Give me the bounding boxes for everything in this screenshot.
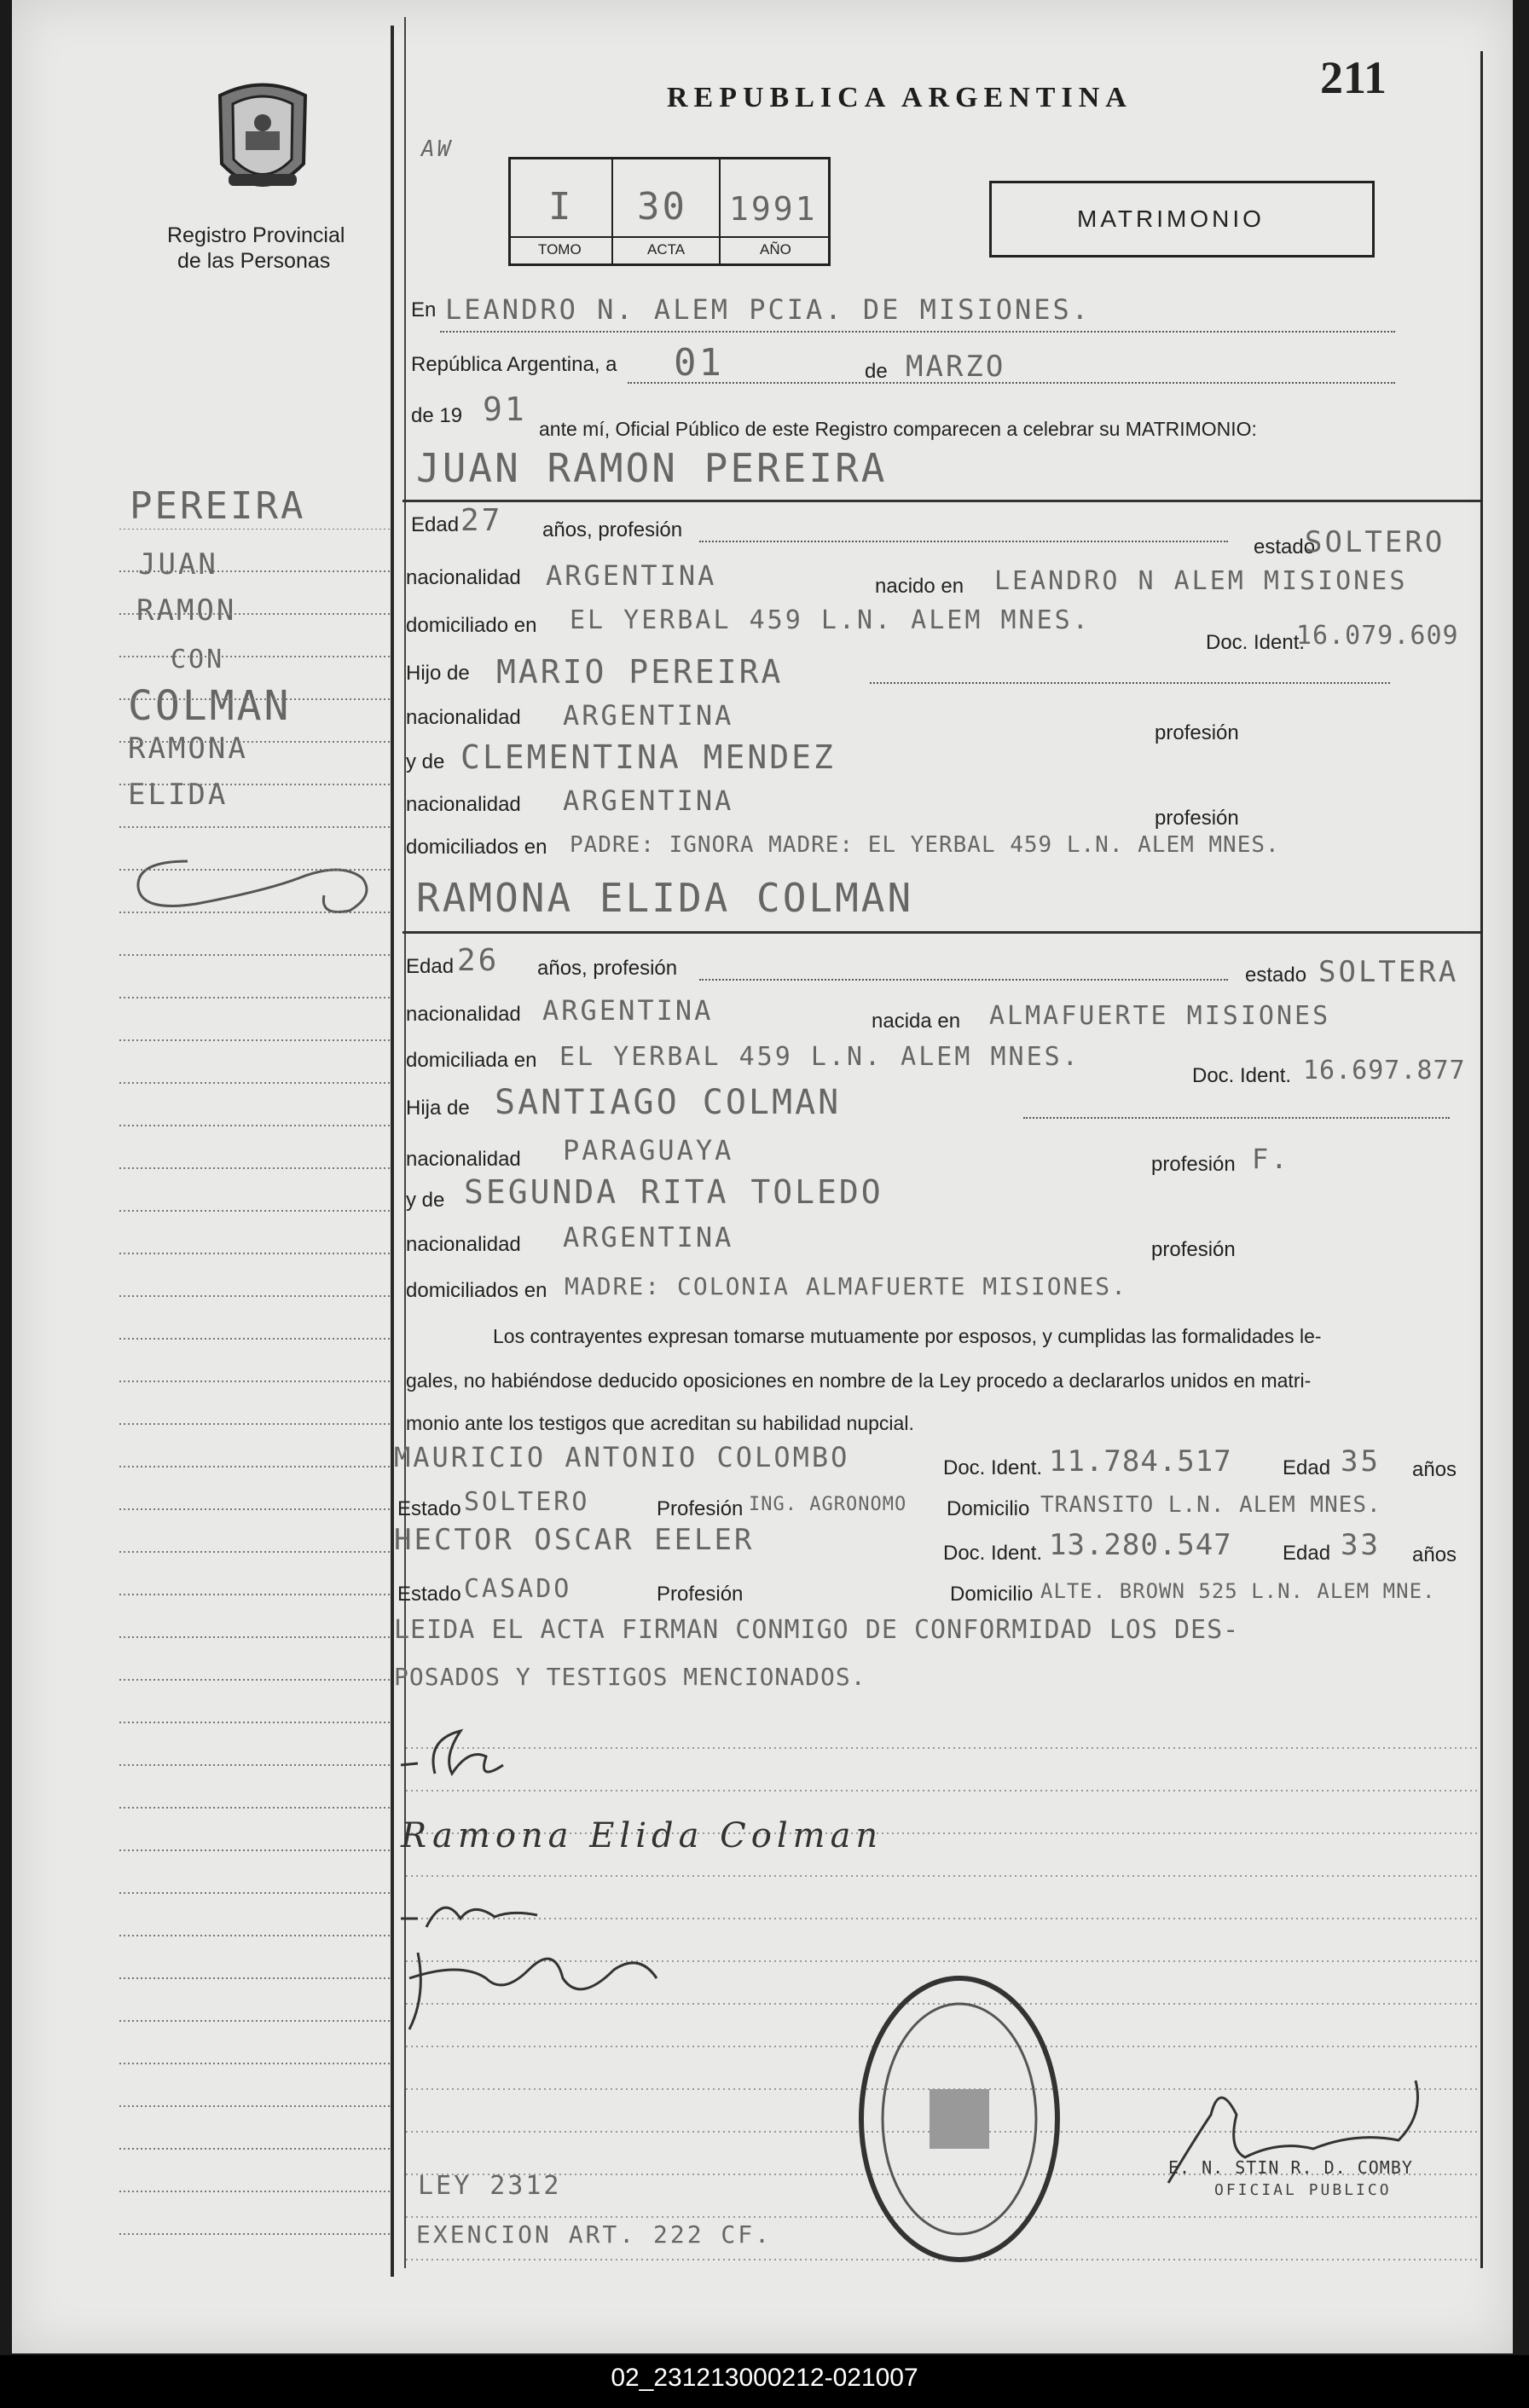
intro-text: ante mí, Oficial Público de este Registro comparecen a celebrar su MATRIMONIO: (539, 418, 1257, 440)
corner-mark: AW (421, 136, 454, 162)
declaration-line1: Los contrayentes expresan tomarse mutuamente por esposos, y cumplidas las formalidades le- (493, 1325, 1322, 1347)
witness2-estado: CASADO (464, 1574, 572, 1604)
witness1-name: MAURICIO ANTONIO COLOMBO (394, 1441, 850, 1473)
bride-nac-label: nacionalidad (406, 1003, 521, 1026)
groom-doc: 16.079.609 (1296, 621, 1459, 651)
witness1-estado-label: Estado (397, 1497, 461, 1520)
witness2-edad-label: Edad (1283, 1542, 1331, 1565)
anio-value: 1991 (729, 190, 818, 228)
groom-padre-nac-label: nacionalidad (406, 706, 521, 729)
bride-padre-prof-label: profesión (1151, 1153, 1236, 1176)
acta-value: 30 (637, 185, 687, 229)
witness2-doc-label: Doc. Ident. (943, 1542, 1043, 1565)
bride-padre-prof: F. (1252, 1143, 1290, 1175)
groom-dom-label: domiciliado en (406, 614, 537, 637)
groom-madre-prof-label: profesión (1155, 807, 1239, 830)
groom-divider (403, 500, 1480, 502)
witness1-dom-label: Domicilio (947, 1497, 1030, 1520)
registry-seal-icon (203, 78, 322, 206)
margin-name-6: RAMONA (128, 732, 248, 766)
groom-nacido-label: nacido en (875, 575, 964, 598)
anio-label: AÑO (760, 241, 791, 258)
country-heading: REPUBLICA ARGENTINA (667, 82, 1132, 113)
tomo-value: I (548, 185, 574, 229)
groom-prof-line (699, 541, 1228, 542)
ley-note: LEY 2312 (418, 2171, 562, 2201)
witness2-doc: 13.280.547 (1049, 1528, 1232, 1562)
bride-prof-line (699, 979, 1228, 981)
witness1-dom: TRANSITO L.N. ALEM MNES. (1040, 1492, 1381, 1518)
witness2-dom-label: Domicilio (950, 1583, 1034, 1606)
bride-estado: SOLTERA (1318, 955, 1459, 989)
officer-name: E. N. STIN R. D. COMBY (1168, 2157, 1413, 2178)
groom-nacionalidad: ARGENTINA (546, 559, 717, 592)
margin-name-4: CON (171, 645, 225, 674)
exencion-note: EXENCION ART. 222 CF. (416, 2220, 773, 2249)
witness1-doc-label: Doc. Ident. (943, 1456, 1043, 1479)
declaration-line3: monio ante los testigos que acreditan su habilidad nupcial. (406, 1412, 914, 1434)
witness2-anos: años (1412, 1543, 1457, 1566)
margin-name-2: JUAN (138, 547, 218, 582)
bride-nacida-label: nacida en (872, 1010, 961, 1033)
bride-madre-prof-label: profesión (1151, 1238, 1236, 1261)
witness2-estado-label: Estado (397, 1583, 461, 1606)
margin-name-3: RAMON (136, 593, 237, 628)
act-type-box (989, 181, 1375, 258)
groom-doc-label: Doc. Ident. (1206, 631, 1306, 654)
right-rule (1480, 51, 1483, 2268)
groom-yde-label: y de (406, 750, 445, 773)
act-type-label: MATRIMONIO (1077, 205, 1265, 232)
witness2-dom: ALTE. BROWN 525 L.N. ALEM MNE. (1040, 1579, 1436, 1603)
groom-padres-dom-label: domiciliados en (406, 836, 547, 859)
bride-padres-dom: MADRE: COLONIA ALMAFUERTE MISIONES. (565, 1272, 1128, 1300)
bride-nacida: ALMAFUERTE MISIONES (989, 1001, 1331, 1031)
bride-padre-nac-label: nacionalidad (406, 1148, 521, 1171)
bride-edad-label: Edad (406, 955, 455, 978)
witness1-prof: ING. AGRONOMO (749, 1494, 907, 1515)
folio-number: 211 (1320, 52, 1387, 103)
groom-domicilio: EL YERBAL 459 L.N. ALEM MNES. (570, 605, 1091, 635)
groom-madre: CLEMENTINA MENDEZ (460, 738, 836, 776)
scan-id: 02_231213000212-021007 (611, 2364, 918, 2392)
marriage-place: LEANDRO N. ALEM PCIA. DE MISIONES. (445, 293, 1092, 326)
official-stamp-icon (853, 1970, 1066, 2268)
groom-nacido: LEANDRO N ALEM MISIONES (994, 566, 1408, 596)
witness1-edad-label: Edad (1283, 1456, 1331, 1479)
republica-label: República Argentina, a (411, 353, 617, 376)
bride-nacionalidad: ARGENTINA (542, 994, 714, 1027)
bride-hija-label: Hija de (406, 1097, 470, 1120)
groom-padre-nac: ARGENTINA (563, 699, 734, 732)
bride-doc-label: Doc. Ident. (1192, 1064, 1292, 1087)
groom-nac-label: nacionalidad (406, 566, 521, 589)
bride-prof-label: años, profesión (537, 957, 678, 980)
margin-name-1: PEREIRA (130, 484, 306, 528)
groom-madre-nac-label: nacionalidad (406, 793, 521, 816)
witness1-doc: 11.784.517 (1049, 1444, 1232, 1479)
declaration-line2: gales, no habiéndose deducido oposiciones en nombre de la Ley procedo a declararlos unidos en matri- (406, 1369, 1312, 1392)
en-label: En (411, 298, 437, 321)
registry-line2: de las Personas (177, 249, 331, 273)
bride-padre: SANTIAGO COLMAN (495, 1083, 842, 1122)
signature-2: Ramona Elida Colman (401, 1816, 883, 1855)
margin-name-5: COLMAN (128, 682, 292, 730)
witness1-estado: SOLTERO (464, 1487, 590, 1517)
place-line (440, 331, 1395, 333)
closing-line1: LEIDA EL ACTA FIRMAN CONMIGO DE CONFORMIDAD LOS DES- (394, 1615, 1240, 1645)
tomo-label: TOMO (538, 241, 582, 258)
margin-name-7: ELIDA (128, 778, 229, 812)
closing-line2: POSADOS Y TESTIGOS MENCIONADOS. (394, 1663, 866, 1691)
bride-madre-nac: ARGENTINA (563, 1221, 734, 1253)
groom-edad: 27 (460, 503, 503, 538)
bride-doc: 16.697.877 (1303, 1056, 1466, 1085)
registry-line1: Registro Provincial (167, 223, 345, 247)
bride-estado-label: estado (1245, 964, 1307, 987)
bride-padre-nac: PARAGUAYA (563, 1134, 734, 1166)
groom-padre-prof-label: profesión (1155, 721, 1239, 744)
signature-4-icon (392, 1927, 674, 2046)
bride-dom-label: domiciliada en (406, 1049, 537, 1072)
year-prefix: de 19 (411, 404, 463, 427)
bride-divider (403, 931, 1480, 934)
bride-yde-label: y de (406, 1189, 445, 1212)
groom-estado: SOLTERO (1305, 525, 1445, 559)
witness1-anos: años (1412, 1458, 1457, 1481)
witness2-edad: 33 (1341, 1528, 1381, 1562)
bride-madre-nac-label: nacionalidad (406, 1233, 521, 1256)
witness1-edad: 35 (1341, 1444, 1381, 1479)
signature-1-icon (392, 1722, 546, 1791)
tomo-acta-box (508, 157, 831, 266)
groom-padre-line (870, 682, 1390, 684)
witness2-name: HECTOR OSCAR EELER (394, 1523, 755, 1557)
date-line (628, 382, 1395, 384)
officer-title: OFICIAL PUBLICO (1214, 2181, 1392, 2199)
groom-padre: MARIO PEREIRA (496, 653, 784, 691)
bride-padres-dom-label: domiciliados en (406, 1279, 547, 1302)
marriage-month: MARZO (906, 350, 1006, 384)
bride-domicilio: EL YERBAL 459 L.N. ALEM MNES. (559, 1042, 1080, 1072)
witness1-prof-label: Profesión (657, 1497, 744, 1520)
groom-edad-label: Edad (411, 513, 460, 536)
bride-edad: 26 (457, 943, 500, 978)
witness2-prof-label: Profesión (657, 1583, 744, 1606)
acta-label: ACTA (647, 241, 686, 258)
bride-padre-line (1023, 1117, 1450, 1119)
groom-madre-nac: ARGENTINA (563, 784, 734, 817)
groom-padres-dom: PADRE: IGNORA MADRE: EL YERBAL 459 L.N. ALEM MNES. (570, 832, 1280, 858)
bride-name: RAMONA ELIDA COLMAN (416, 875, 914, 921)
year-suffix: 91 (483, 391, 527, 428)
bride-madre: SEGUNDA RITA TOLEDO (464, 1173, 883, 1211)
groom-name: JUAN RAMON PEREIRA (416, 445, 888, 491)
groom-hijo-label: Hijo de (406, 662, 470, 685)
groom-prof-label: años, profesión (542, 518, 683, 541)
de-label: de (865, 360, 888, 383)
margin-ruled-lines (119, 529, 391, 2277)
groom-estado-label: estado (1254, 535, 1316, 559)
marriage-day: 01 (674, 341, 724, 385)
